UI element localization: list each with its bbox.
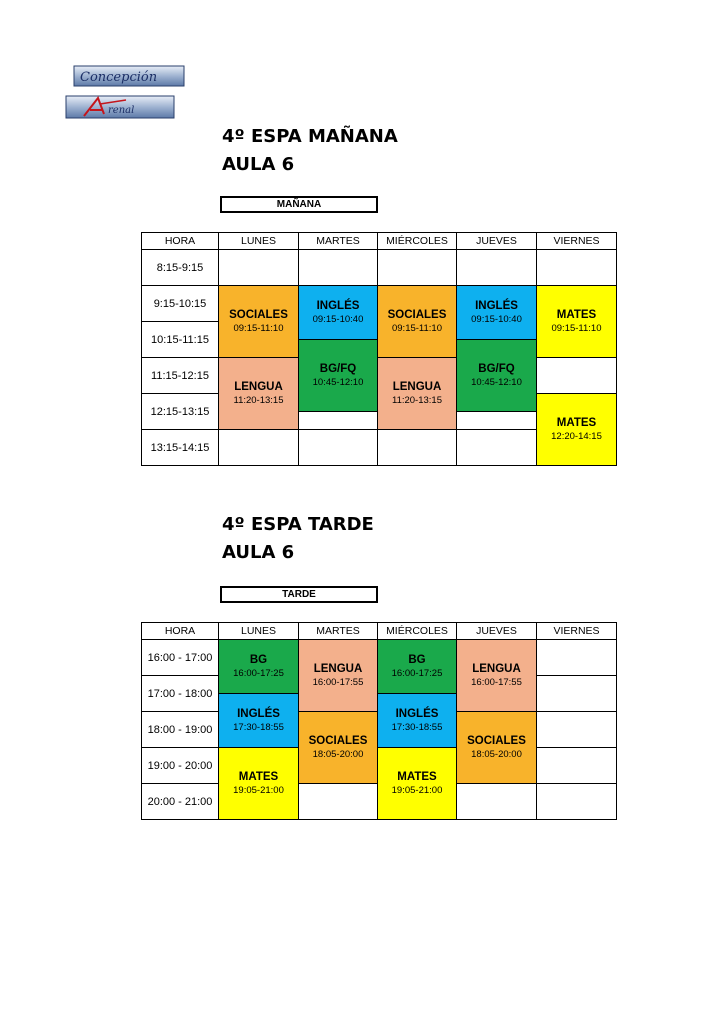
empty-cell — [219, 250, 299, 286]
empty-cell — [457, 250, 537, 286]
class-block — [457, 640, 537, 712]
empty-cell — [537, 712, 617, 748]
hour-cell: 12:15-13:15 — [142, 394, 219, 430]
subject-name: LENGUA — [313, 663, 363, 675]
header-martes: MARTES — [299, 233, 378, 250]
header-miercoles: MIÉRCOLES — [378, 233, 457, 250]
empty-cell — [537, 784, 617, 820]
class-time: 16:00-17:55 — [312, 677, 364, 688]
class-time: 11:20-13:15 — [391, 395, 442, 406]
class-time: 16:00-17:25 — [233, 668, 284, 679]
header-martes: MARTES — [299, 623, 378, 640]
hour-cell: 16:00 - 17:00 — [142, 640, 219, 676]
header-viernes: VIERNES — [537, 233, 617, 250]
class-block — [378, 640, 457, 694]
hour-cell: 8:15-9:15 — [142, 250, 219, 286]
class-time: 10:45-12:10 — [471, 377, 522, 388]
header-lunes: LUNES — [219, 623, 299, 640]
svg-text:renal: renal — [108, 105, 135, 116]
header-jueves: JUEVES — [457, 623, 537, 640]
subject-name: LENGUA — [234, 381, 283, 393]
afternoon-room: AULA 6 — [222, 542, 295, 563]
empty-cell — [457, 430, 537, 466]
class-block — [537, 394, 617, 466]
subject-name: SOCIALES — [387, 309, 447, 321]
class-time: 09:15-11:10 — [551, 323, 602, 334]
class-block — [299, 340, 378, 412]
hour-cell: 18:00 - 19:00 — [142, 712, 219, 748]
subject-name: MATES — [556, 417, 597, 429]
class-time: 09:15-10:40 — [312, 314, 364, 325]
hour-cell: 20:00 - 21:00 — [142, 784, 219, 820]
header-viernes: VIERNES — [537, 623, 617, 640]
hour-cell: 11:15-12:15 — [142, 358, 219, 394]
subject-name: BG/FQ — [478, 363, 515, 375]
header-hora: HORA — [142, 623, 219, 640]
afternoon-shift-label: TARDE — [220, 586, 378, 603]
morning-title: 4º ESPA MAÑANA — [222, 126, 398, 147]
class-block — [457, 712, 537, 784]
class-time: 16:00-17:25 — [391, 668, 443, 679]
class-block — [537, 286, 617, 358]
empty-cell — [299, 430, 378, 466]
subject-name: INGLÉS — [475, 300, 518, 312]
class-block — [299, 712, 378, 784]
class-time: 19:05-21:00 — [391, 785, 443, 796]
subject-name: BG — [408, 654, 426, 666]
class-block — [299, 286, 378, 340]
class-time: 17:30-18:55 — [233, 722, 284, 733]
empty-cell — [299, 784, 378, 820]
class-time: 09:15-11:10 — [233, 323, 284, 334]
class-block — [378, 286, 457, 358]
header-lunes: LUNES — [219, 233, 299, 250]
class-block — [219, 286, 299, 358]
hour-cell: 17:00 - 18:00 — [142, 676, 219, 712]
class-time: 11:20-13:15 — [233, 395, 284, 406]
school-logo — [64, 64, 188, 124]
empty-cell — [457, 784, 537, 820]
subject-name: SOCIALES — [308, 735, 368, 747]
subject-name: LENGUA — [392, 381, 442, 393]
hour-cell: 19:00 - 20:00 — [142, 748, 219, 784]
class-time: 18:05-20:00 — [312, 749, 364, 760]
empty-cell — [299, 250, 378, 286]
subject-name: MATES — [397, 771, 437, 783]
morning-shift-label: MAÑANA — [220, 196, 378, 213]
class-time: 09:15-10:40 — [471, 314, 522, 325]
empty-cell — [537, 250, 617, 286]
class-block — [219, 640, 299, 694]
afternoon-title: 4º ESPA TARDE — [222, 514, 374, 535]
class-time: 10:45-12:10 — [312, 377, 364, 388]
subject-name: INGLÉS — [237, 708, 280, 720]
subject-name: BG/FQ — [319, 363, 357, 375]
morning-room: AULA 6 — [222, 154, 295, 175]
svg-text:Concepción: Concepción — [80, 70, 158, 85]
subject-name: LENGUA — [472, 663, 521, 675]
class-block — [219, 358, 299, 430]
empty-cell — [537, 748, 617, 784]
class-block — [299, 640, 378, 712]
hour-cell: 9:15-10:15 — [142, 286, 219, 322]
class-block — [378, 694, 457, 748]
class-time: 16:00-17:55 — [471, 677, 522, 688]
class-block — [378, 358, 457, 430]
class-block — [457, 340, 537, 412]
class-time: 19:05-21:00 — [233, 785, 284, 796]
class-block — [378, 748, 457, 820]
morning-timetable — [141, 232, 617, 466]
header-hora: HORA — [142, 233, 219, 250]
hour-cell: 10:15-11:15 — [142, 322, 219, 358]
header-jueves: JUEVES — [457, 233, 537, 250]
class-block — [219, 748, 299, 820]
class-block — [457, 286, 537, 340]
subject-name: MATES — [238, 771, 279, 783]
subject-name: INGLÉS — [395, 708, 439, 720]
class-time: 09:15-11:10 — [391, 323, 442, 334]
class-time: 18:05-20:00 — [471, 749, 522, 760]
subject-name: INGLÉS — [316, 300, 360, 312]
empty-cell — [219, 430, 299, 466]
empty-cell — [378, 250, 457, 286]
subject-name: SOCIALES — [229, 309, 288, 321]
subject-name: SOCIALES — [467, 735, 526, 747]
class-time: 12:20-14:15 — [551, 431, 602, 442]
empty-cell — [537, 676, 617, 712]
empty-cell — [537, 358, 617, 394]
hour-cell: 13:15-14:15 — [142, 430, 219, 466]
header-miercoles: MIÉRCOLES — [378, 623, 457, 640]
afternoon-timetable — [141, 622, 617, 820]
empty-cell — [378, 430, 457, 466]
subject-name: MATES — [556, 309, 597, 321]
class-time: 17:30-18:55 — [391, 722, 443, 733]
empty-cell — [537, 640, 617, 676]
class-block — [219, 694, 299, 748]
subject-name: BG — [249, 654, 268, 666]
